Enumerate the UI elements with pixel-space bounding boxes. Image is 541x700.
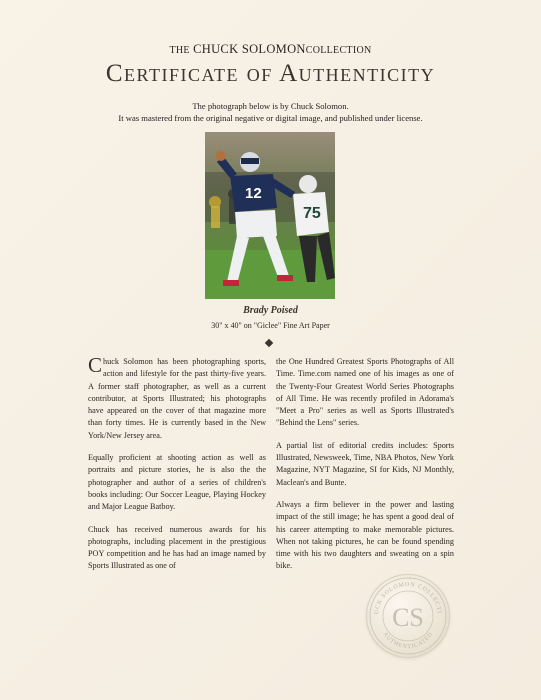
seal-emblem-icon: [366, 574, 450, 658]
seal-text-bottom: AUTHENTICATED: [381, 631, 435, 651]
intro-text: [0, 100, 541, 124]
certificate-title: Certificate of Authenticity: [105, 60, 436, 87]
diamond-divider-icon: [265, 339, 273, 347]
intro-line-2: It was mastered from the original negative or digital image, and published under license.: [118, 113, 423, 123]
bio-paragraph-1-text: huck Solomon has been photographing sports, action and lifestyle for the past thirty-five years. A former staff photographer, as well as a current contributor, at Sports Illustrated; his photographs have appeared on the cover of that magazine more than forty times. He is currently based in the New York/New Jersey area.: [88, 357, 266, 440]
bio-column-right: [276, 356, 454, 583]
bio-paragraph-6: Always a firm believer in the power and lasting impact of the still image; he has spent a good deal of his career attempting to make memorable pictures. When not taking pictures, he can be found spending time with his two daughters and sweating on a spin bike.: [276, 499, 454, 571]
bio-paragraph-5: A partial list of editorial credits includes: Sports Illustrated, Newsweek, Time, NBA Photos, New York Magazine, NYT Magazine, SI for Kids, NJ Monthly, Maclean's and Bunte.: [276, 440, 454, 487]
football-photo-illustration: [205, 132, 335, 299]
collection-pre: THE: [169, 45, 190, 56]
seal-monogram: CS: [392, 603, 424, 632]
intro-line-1: The photograph below is by Chuck Solomon.: [192, 101, 349, 111]
bio-paragraph-4: the One Hundred Greatest Sports Photographs of All Time. Time.com named one of his images as one of the Twenty-Four Greatest World Series Photographs of All Time. He was recently profiled in Adorama's "Meet a Pro" series as well as Sports Illustrated's "Behind the Lens" series.: [276, 357, 454, 428]
collection-post: COLLECTION: [305, 45, 372, 56]
collection-header: [0, 42, 541, 57]
dropcap-letter: C: [88, 353, 103, 377]
qb-jersey-number: 12: [245, 185, 262, 202]
embossed-seal: [366, 574, 450, 658]
bio-paragraph-1: [88, 353, 266, 442]
collection-name: CHUCK SOLOMON: [193, 42, 306, 56]
photo-title: Brady Poised: [243, 305, 298, 316]
bio-paragraph-2: Equally proficient at shooting action as well as portraits and picture stories, he is also the the photographer and author of a series of children's books including: Our Soccer League, Playing Hockey and Major League Batboy.: [88, 453, 266, 512]
bio-column-left: [88, 353, 266, 583]
defender-jersey-number: 75: [303, 205, 321, 222]
bio-paragraph-3: Chuck has received numerous awards for his photographs, including placement in the prestigious POY competition and he has had an image named by Sports Illustrated as one of: [88, 524, 266, 571]
football-photo: [205, 132, 335, 299]
photo-media: 30" x 40" on "Giclee" Fine Art Paper: [211, 321, 330, 330]
seal-text-top: UCK SOLOMON COLLECTI: [373, 581, 442, 615]
